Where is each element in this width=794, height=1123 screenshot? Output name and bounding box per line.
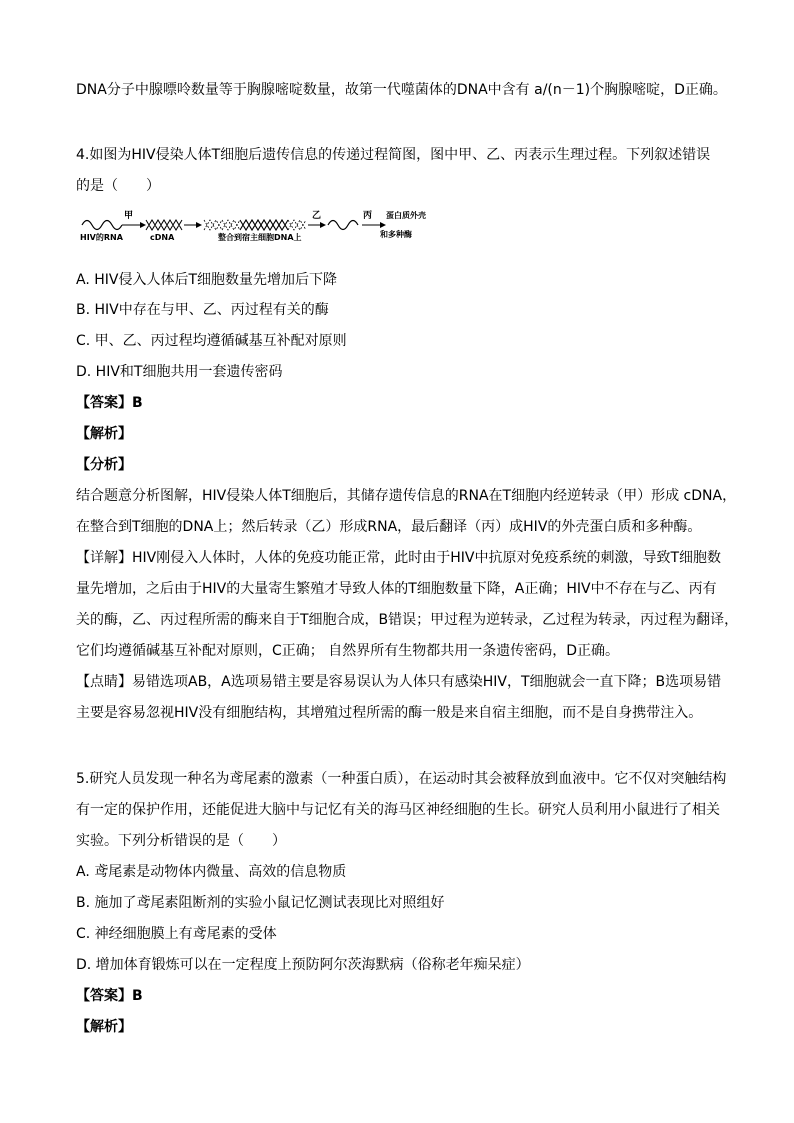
question-4-option-c: C. 甲、乙、丙过程均遵循碱基互补配对原则: [76, 333, 347, 349]
detail-4-text-2: 量先增加，之后由于HIV的大量寄生繁殖才导致人体的T细胞数量下降，A正确；HIV中不存在与乙、丙有: [76, 581, 717, 597]
mrna-wave: [328, 221, 358, 230]
host-dna-dashed-2: [288, 220, 306, 230]
question-4-stem-cont: 的是（ ）: [76, 178, 160, 194]
analysis-4-heading: 【解析】: [76, 426, 132, 442]
label-hiv-rna: HIV的RNA: [80, 233, 123, 242]
cdna-helix: [146, 220, 182, 230]
detail-4-text-4: 它们均遵循碱基互补配对原则，C正确； 自然界所有生物都共用一条遗传密码，D正确。: [76, 643, 620, 659]
question-4-stem: 4.如图为HIV侵染人体T细胞后遗传信息的传递过程简图，图中甲、乙、丙表示生理过程。下列叙述错误: [76, 147, 711, 163]
label-cdna: cDNA: [150, 233, 175, 242]
question-4-option-b: B. HIV中存在与甲、乙、丙过程有关的酶: [76, 302, 329, 318]
rna-wave: [82, 221, 122, 230]
label-product-1: 蛋白质外壳: [386, 211, 426, 220]
answer-4: 【答案】B: [76, 395, 143, 411]
question-4-option-d: D. HIV和T细胞共用一套遗传密码: [76, 364, 283, 380]
hiv-transmission-diagram: [80, 208, 640, 242]
question-5-option-d: D. 增加体育锻炼可以在一定程度上预防阿尔茨海默病（俗称老年痴呆症）: [76, 957, 530, 973]
question-5-option-c: C. 神经细胞膜上有鸢尾素的受体: [76, 926, 277, 942]
tip-4-text-cont: 主要是容易忽视HIV没有细胞结构，其增殖过程所需的酶一般是来自宿主细胞，而不是自身携带注入。: [76, 705, 703, 721]
analysis-4-subheading: 【分析】: [76, 457, 132, 473]
host-dna-solid: [240, 220, 288, 230]
analysis-4-text: 结合题意分析图解，HIV侵染人体T细胞后，其储存遗传信息的RNA在T细胞内经逆转录（甲）形成 cDNA，: [76, 488, 737, 504]
question-5-option-b: B. 施加了鸢尾素阻断剂的实验小鼠记忆测试表现比对照组好: [76, 895, 445, 911]
host-dna-dashed: [204, 220, 240, 230]
question-5-stem: 5.研究人员发现一种名为鸢尾素的激素（一种蛋白质），在运动时其会被释放到血液中。它不仅对突触结构: [76, 771, 727, 787]
tip-4-text: 【点睛】易错选项AB，A选项易错主要是容易误认为人体只有感染HIV，T细胞就会一直下降；B选项易错: [76, 674, 722, 690]
question-5-option-a: A. 鸢尾素是动物体内微量、高效的信息物质: [76, 864, 347, 880]
detail-4-text: 【详解】HIV刚侵入人体时，人体的免疫功能正常，此时由于HIV中抗原对免疫系统的刺激，导致T细胞数: [76, 550, 722, 566]
label-bing: 丙: [363, 211, 373, 221]
question-4-option-a: A. HIV侵入人体后T细胞数量先增加后下降: [76, 272, 338, 288]
analysis-5-heading: 【解析】: [76, 1019, 132, 1035]
analysis-4-text-cont: 在整合到T细胞的DNA上；然后转录（乙）形成RNA，最后翻译（丙）成HIV的外壳蛋白质和多种酶。: [76, 519, 702, 535]
label-host-dna: 整合到宿主细胞DNA上: [218, 233, 302, 242]
label-yi: 乙: [312, 211, 322, 221]
question-5-stem-3: 实验。下列分析错误的是（ ）: [76, 833, 286, 849]
question-5-stem-2: 有一定的保护作用，还能促进大脑中与记忆有关的海马区神经细胞的生长。研究人员利用小鼠进行了相关: [76, 802, 720, 818]
label-jia: 甲: [124, 211, 134, 221]
answer-5: 【答案】B: [76, 988, 143, 1004]
detail-4-text-3: 关的酶，乙、丙过程所需的酶来自于T细胞合成，B错误；甲过程为逆转录，乙过程为转录，丙过程为翻译，: [76, 612, 739, 628]
text-line: DNA分子中腺嘌呤数量等于胸腺嘧啶数量，故第一代噬菌体的DNA中含有 a/(n－1)个胸腺嘧啶，D正确。: [76, 82, 727, 98]
label-product-2: 和多种酶: [380, 230, 412, 239]
